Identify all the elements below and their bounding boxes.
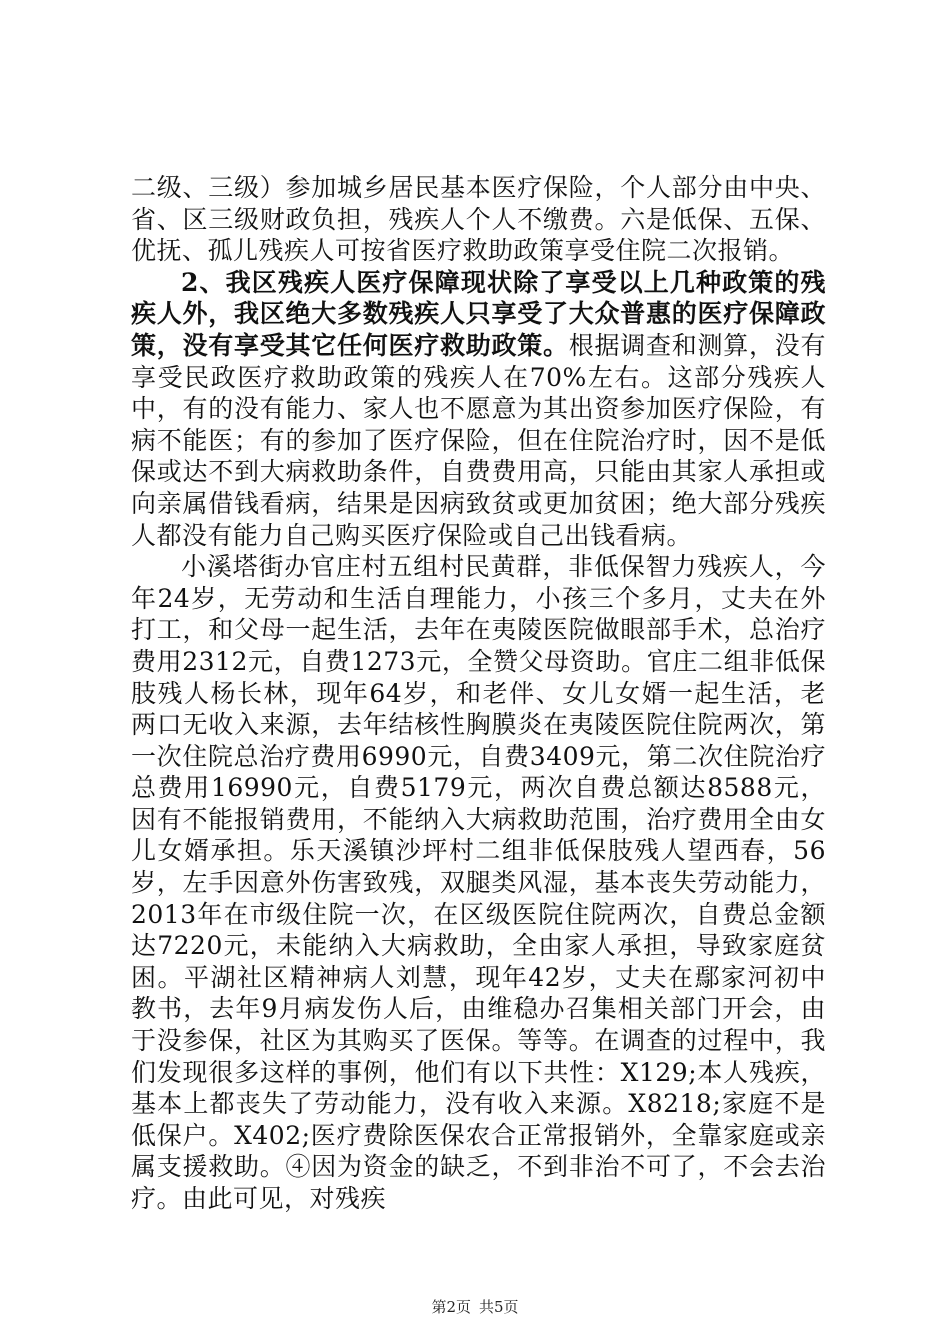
paragraph-1 bbox=[131, 172, 826, 267]
paragraph-2-bold-lead: 2、我区残疾人医疗保障现状除了享受以上几种政策的残疾人外，我区绝大多数残疾人只享受了大众普惠的医疗保障政策，没有享受其它任何医疗救助政策。 bbox=[131, 267, 826, 360]
paragraph-1-text: 二级、三级）参加城乡居民基本医疗保险，个人部分由中央、省、区三级财政负担，残疾人个人不缴费。六是低保、五保、优抚、孤儿残疾人可按省医疗救助政策享受住院二次报销。 bbox=[131, 173, 826, 266]
page-footer bbox=[0, 1296, 950, 1317]
paragraph-2-text: 根据调查和测算，没有享受民政医疗救助政策的残疾人在70%左右。这部分残疾人中，有的没有能力、家人也不愿意为其出资参加医疗保险，有病不能医；有的参加了医疗保险，但在住院治疗时，因不是低保或达不到大病救助条件，自费费用高，只能由其家人承担或向亲属借钱看病，结果是因病致贫或更加贫困；绝大部分残疾人都没有能力自己购买医疗保险或自己出钱看病。 bbox=[131, 330, 826, 550]
page-number: 第2页 bbox=[431, 1298, 471, 1316]
paragraph-3 bbox=[131, 551, 826, 1214]
document-body bbox=[131, 172, 826, 1215]
paragraph-3-text: 小溪塔街办官庄村五组村民黄群，非低保智力残疾人，今年24岁，无劳动和生活自理能力，小孩三个多月，丈夫在外打工，和父母一起生活，去年在夷陵医院做眼部手术，总治疗费用2312元，自费1273元，全赞父母资助。官庄二组非低保肢残人杨长林，现年64岁，和老伴、女儿女婿一起生活，老两口无收入来源，去年结核性胸膜炎在夷陵医院住院两次，第一次住院总治疗费用6990元，自费3409元，第二次住院治疗总费用16990元，自费5179元，两次自费总额达8588元，因有不能报销费用，不能纳入大病救助范围，治疗费用全由女儿女婿承担。乐天溪镇沙坪村二组非低保肢残人望西春，56岁，左手因意外伤害致残，双腿类风湿，基本丧失劳动能力，2013年在市级住院一次，在区级医院住院两次，自费总金额达7220元，未能纳入大病救助，全由家人承担，导致家庭贫困。平湖社区精神病人刘慧，现年42岁，丈夫在鄢家河初中教书，去年9月病发伤人后，由维稳办召集相关部门开会，由于没参保，社区为其购买了医保。等等。在调查的过程中，我们发现很多这样的事例，他们有以下共性：X129;本人残疾，基本上都丧失了劳动能力，没有收入来源。X8218;家庭不是低保户。X402;医疗费除医保农合正常报销外，全靠家庭或亲属支援救助。④因为资金的缺乏，不到非治不可了，不会去治疗。由此可见，对残疾 bbox=[131, 552, 826, 1213]
page-total: 共5页 bbox=[479, 1298, 519, 1316]
paragraph-2 bbox=[131, 267, 826, 551]
